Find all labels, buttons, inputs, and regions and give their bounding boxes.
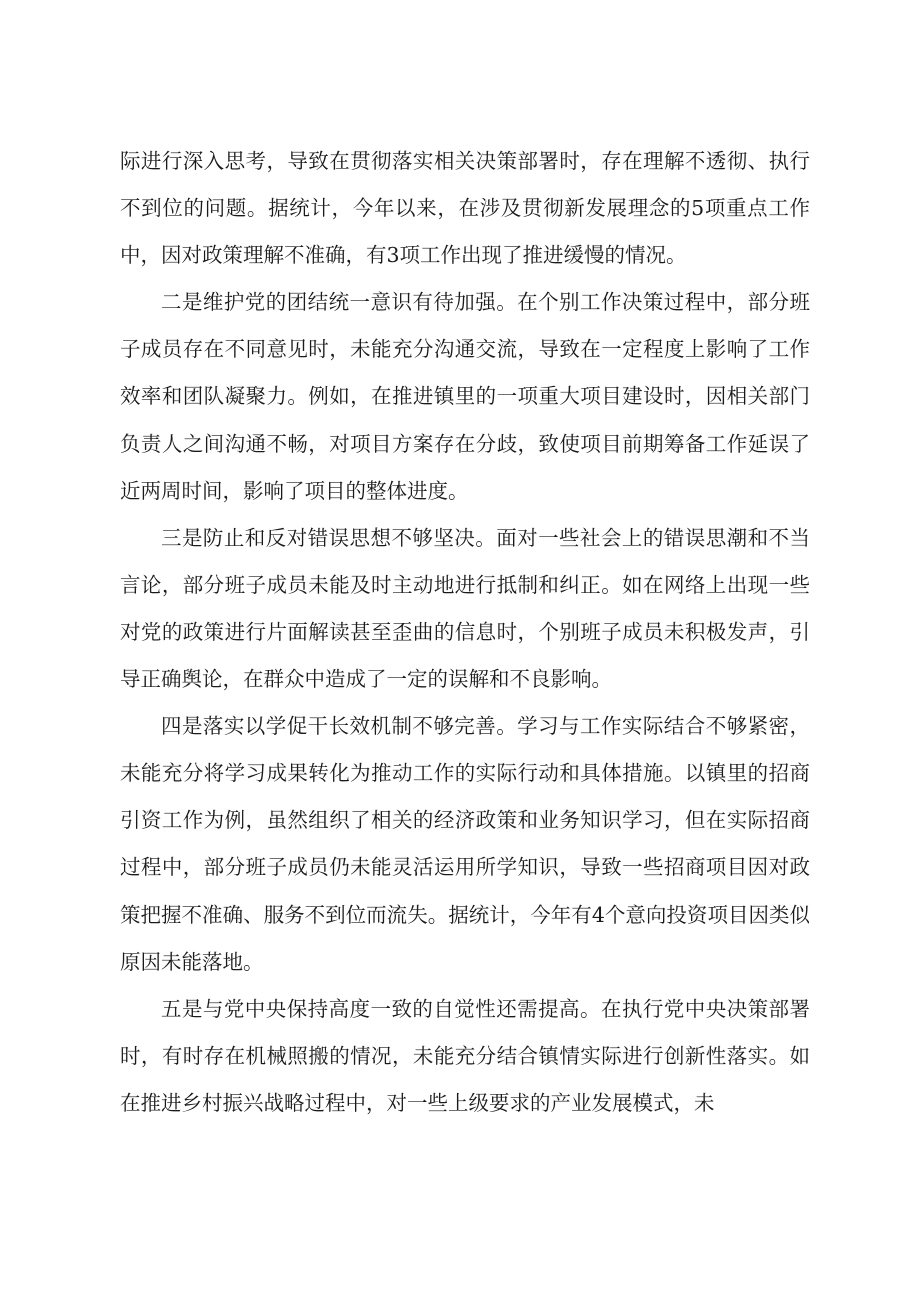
paragraph-point-five: 五是与党中央保持高度一致的自觉性还需提高。在执行党中央决策部署时，有时存在机械照搬的情况，未能充分结合镇情实际进行创新性落实。如在推进乡村振兴战略过程中，对一些上级要求的产业发展模式，未 <box>120 996 810 1115</box>
document-body <box>120 138 810 1127</box>
paragraph-point-three: 三是防止和反对错误思想不够坚决。面对一些社会上的错误思潮和不当言论，部分班子成员未能及时主动地进行抵制和纠正。如在网络上出现一些对党的政策进行片面解读甚至歪曲的信息时，个别班子成员未积极发声，引导正确舆论，在群众中造成了一定的误解和不良影响。 <box>120 525 810 692</box>
paragraph-point-two: 二是维护党的团结统一意识有待加强。在个别工作决策过程中，部分班子成员存在不同意见时，未能充分沟通交流，导致在一定程度上影响了工作效率和团队凝聚力。例如，在推进镇里的一项重大项目建设时，因相关部门负责人之间沟通不畅，对项目方案存在分歧，致使项目前期筹备工作延误了近两周时间，影响了项目的整体进度。 <box>120 290 810 503</box>
paragraph-continuation: 际进行深入思考，导致在贯彻落实相关决策部署时，存在理解不透彻、执行不到位的问题。据统计，今年以来，在涉及贯彻新发展理念的5项重点工作中，因对政策理解不准确，有3项工作出现了推进缓慢的情况。 <box>120 149 810 268</box>
paragraph-point-four: 四是落实以学促干长效机制不够完善。学习与工作实际结合不够紧密，未能充分将学习成果转化为推动工作的实际行动和具体措施。以镇里的招商引资工作为例，虽然组织了相关的经济政策和业务知识学习，但在实际招商过程中，部分班子成员仍未能灵活运用所学知识，导致一些招商项目因对政策把握不准确、服务不到位而流失。据统计，今年有4个意向投资项目因类似原因未能落地。 <box>120 714 810 974</box>
